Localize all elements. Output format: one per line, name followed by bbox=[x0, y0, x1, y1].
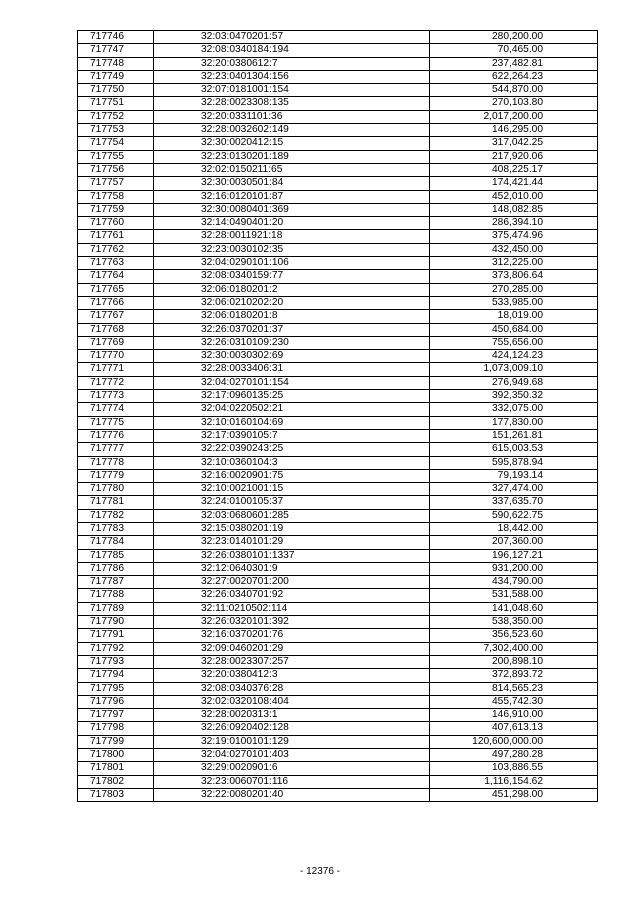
row-number-cell: 717768 bbox=[78, 323, 154, 336]
table-row bbox=[78, 97, 598, 110]
row-number-cell: 717801 bbox=[78, 762, 154, 775]
value-cell: 312,225.00 bbox=[430, 257, 598, 270]
value-cell: 455,742.30 bbox=[430, 695, 598, 708]
value-cell: 755,656.00 bbox=[430, 336, 598, 349]
row-number-cell: 717774 bbox=[78, 403, 154, 416]
row-number-cell: 717785 bbox=[78, 549, 154, 562]
value-cell: 373,806.64 bbox=[430, 270, 598, 283]
row-number-cell: 717792 bbox=[78, 642, 154, 655]
table-row bbox=[78, 403, 598, 416]
cadastral-number-cell: 32:17:0960135:25 bbox=[154, 390, 430, 403]
cadastral-number-cell: 32:23:0140101:29 bbox=[154, 536, 430, 549]
cadastral-number-cell: 32:08:0340376:28 bbox=[154, 682, 430, 695]
cadastral-number-cell: 32:04:0220502:21 bbox=[154, 403, 430, 416]
cadastral-number-cell: 32:16:0120101:87 bbox=[154, 190, 430, 203]
row-number-cell: 717749 bbox=[78, 70, 154, 83]
value-cell: 2,017,200.00 bbox=[430, 110, 598, 123]
cadastral-number-cell: 32:03:0470201:57 bbox=[154, 31, 430, 44]
table-row bbox=[78, 137, 598, 150]
cadastral-number-cell: 32:07:0181001:154 bbox=[154, 84, 430, 97]
cadastral-number-cell: 32:28:0023308:135 bbox=[154, 97, 430, 110]
row-number-cell: 717790 bbox=[78, 616, 154, 629]
table-row bbox=[78, 70, 598, 83]
value-cell: 217,920.06 bbox=[430, 150, 598, 163]
cadastral-number-cell: 32:30:0020412:15 bbox=[154, 137, 430, 150]
row-number-cell: 717797 bbox=[78, 709, 154, 722]
row-number-cell: 717762 bbox=[78, 243, 154, 256]
row-number-cell: 717795 bbox=[78, 682, 154, 695]
table-row bbox=[78, 376, 598, 389]
table-row bbox=[78, 788, 598, 801]
row-number-cell: 717803 bbox=[78, 788, 154, 801]
row-number-cell: 717800 bbox=[78, 749, 154, 762]
row-number-cell: 717746 bbox=[78, 31, 154, 44]
value-cell: 79,193.14 bbox=[430, 469, 598, 482]
cadastral-number-cell: 32:20:0380412:3 bbox=[154, 669, 430, 682]
table-row bbox=[78, 496, 598, 509]
cadastral-number-cell: 32:15:0380201:19 bbox=[154, 522, 430, 535]
row-number-cell: 717750 bbox=[78, 84, 154, 97]
value-cell: 595,878.94 bbox=[430, 456, 598, 469]
cadastral-number-cell: 32:17:0390105:7 bbox=[154, 429, 430, 442]
table-row bbox=[78, 483, 598, 496]
row-number-cell: 717783 bbox=[78, 522, 154, 535]
value-cell: 207,360.00 bbox=[430, 536, 598, 549]
row-number-cell: 717786 bbox=[78, 562, 154, 575]
row-number-cell: 717773 bbox=[78, 390, 154, 403]
cadastral-number-cell: 32:26:0370201:37 bbox=[154, 323, 430, 336]
value-cell: 451,298.00 bbox=[430, 788, 598, 801]
cadastral-number-cell: 32:02:0320108:404 bbox=[154, 695, 430, 708]
value-cell: 590,622.75 bbox=[430, 509, 598, 522]
value-cell: 544,870.00 bbox=[430, 84, 598, 97]
row-number-cell: 717787 bbox=[78, 576, 154, 589]
cadastral-number-cell: 32:23:0060701:116 bbox=[154, 775, 430, 788]
value-cell: 103,886.55 bbox=[430, 762, 598, 775]
row-number-cell: 717796 bbox=[78, 695, 154, 708]
value-cell: 434,790.00 bbox=[430, 576, 598, 589]
cadastral-number-cell: 32:28:0023307:257 bbox=[154, 655, 430, 668]
row-number-cell: 717781 bbox=[78, 496, 154, 509]
table-row bbox=[78, 775, 598, 788]
row-number-cell: 717782 bbox=[78, 509, 154, 522]
table-row bbox=[78, 323, 598, 336]
cadastral-number-cell: 32:06:0210202:20 bbox=[154, 296, 430, 309]
cadastral-number-cell: 32:20:0380612:7 bbox=[154, 57, 430, 70]
table-row bbox=[78, 84, 598, 97]
row-number-cell: 717748 bbox=[78, 57, 154, 70]
value-cell: 332,075.00 bbox=[430, 403, 598, 416]
cadastral-number-cell: 32:10:0021001:15 bbox=[154, 483, 430, 496]
cadastral-number-cell: 32:28:0011921:18 bbox=[154, 230, 430, 243]
table-row bbox=[78, 669, 598, 682]
cadastral-number-cell: 32:23:0401304:156 bbox=[154, 70, 430, 83]
value-cell: 18,019.00 bbox=[430, 310, 598, 323]
cadastral-number-cell: 32:19:0100101:129 bbox=[154, 735, 430, 748]
cadastral-number-cell: 32:10:0160104:69 bbox=[154, 416, 430, 429]
table-row bbox=[78, 150, 598, 163]
table-row bbox=[78, 749, 598, 762]
value-cell: 432,450.00 bbox=[430, 243, 598, 256]
table-row bbox=[78, 456, 598, 469]
value-cell: 450,684.00 bbox=[430, 323, 598, 336]
table-row bbox=[78, 443, 598, 456]
cadastral-number-cell: 32:30:0080401:369 bbox=[154, 203, 430, 216]
table-row bbox=[78, 562, 598, 575]
value-cell: 177,830.00 bbox=[430, 416, 598, 429]
page-number: - 12376 - bbox=[299, 866, 341, 877]
table-row bbox=[78, 190, 598, 203]
value-cell: 327,474.00 bbox=[430, 483, 598, 496]
cadastral-value-table bbox=[77, 30, 598, 802]
value-cell: 452,010.00 bbox=[430, 190, 598, 203]
row-number-cell: 717760 bbox=[78, 217, 154, 230]
cadastral-number-cell: 32:27:0020701:200 bbox=[154, 576, 430, 589]
value-cell: 531,588.00 bbox=[430, 589, 598, 602]
cadastral-number-cell: 32:28:0020313:1 bbox=[154, 709, 430, 722]
row-number-cell: 717764 bbox=[78, 270, 154, 283]
table-row bbox=[78, 270, 598, 283]
table-row bbox=[78, 257, 598, 270]
value-cell: 120,600,000.00 bbox=[430, 735, 598, 748]
value-cell: 196,127.21 bbox=[430, 549, 598, 562]
value-cell: 814,565.23 bbox=[430, 682, 598, 695]
cadastral-number-cell: 32:11:0210502:114 bbox=[154, 602, 430, 615]
table-row bbox=[78, 629, 598, 642]
table-row bbox=[78, 310, 598, 323]
table-row bbox=[78, 509, 598, 522]
value-cell: 407,613.13 bbox=[430, 722, 598, 735]
row-number-cell: 717747 bbox=[78, 44, 154, 57]
cadastral-number-cell: 32:03:0680601:285 bbox=[154, 509, 430, 522]
table-row bbox=[78, 31, 598, 44]
row-number-cell: 717777 bbox=[78, 443, 154, 456]
value-cell: 392,350.32 bbox=[430, 390, 598, 403]
value-cell: 497,280.28 bbox=[430, 749, 598, 762]
row-number-cell: 717778 bbox=[78, 456, 154, 469]
value-cell: 286,394.10 bbox=[430, 217, 598, 230]
cadastral-number-cell: 32:23:0030102:35 bbox=[154, 243, 430, 256]
table-row bbox=[78, 642, 598, 655]
cadastral-number-cell: 32:30:0030302:69 bbox=[154, 350, 430, 363]
table-row bbox=[78, 124, 598, 137]
table-row bbox=[78, 57, 598, 70]
value-cell: 270,285.00 bbox=[430, 283, 598, 296]
table-row bbox=[78, 735, 598, 748]
table-row bbox=[78, 230, 598, 243]
value-cell: 337,635.70 bbox=[430, 496, 598, 509]
cadastral-number-cell: 32:26:0380101:1337 bbox=[154, 549, 430, 562]
table-row bbox=[78, 217, 598, 230]
value-cell: 356,523.60 bbox=[430, 629, 598, 642]
row-number-cell: 717793 bbox=[78, 655, 154, 668]
value-cell: 70,465.00 bbox=[430, 44, 598, 57]
table-row bbox=[78, 363, 598, 376]
table-row bbox=[78, 682, 598, 695]
value-cell: 200,898.10 bbox=[430, 655, 598, 668]
row-number-cell: 717761 bbox=[78, 230, 154, 243]
row-number-cell: 717802 bbox=[78, 775, 154, 788]
row-number-cell: 717772 bbox=[78, 376, 154, 389]
row-number-cell: 717799 bbox=[78, 735, 154, 748]
value-cell: 18,442.00 bbox=[430, 522, 598, 535]
value-cell: 141,048.60 bbox=[430, 602, 598, 615]
table-row bbox=[78, 709, 598, 722]
cadastral-number-cell: 32:28:0032602:149 bbox=[154, 124, 430, 137]
row-number-cell: 717751 bbox=[78, 97, 154, 110]
cadastral-number-cell: 32:06:0180201:2 bbox=[154, 283, 430, 296]
row-number-cell: 717775 bbox=[78, 416, 154, 429]
cadastral-number-cell: 32:26:0340701:92 bbox=[154, 589, 430, 602]
cadastral-number-cell: 32:16:0020901:75 bbox=[154, 469, 430, 482]
table-row bbox=[78, 655, 598, 668]
row-number-cell: 717771 bbox=[78, 363, 154, 376]
table-row bbox=[78, 243, 598, 256]
table-row bbox=[78, 536, 598, 549]
row-number-cell: 717791 bbox=[78, 629, 154, 642]
cadastral-number-cell: 32:06:0180201:8 bbox=[154, 310, 430, 323]
row-number-cell: 717769 bbox=[78, 336, 154, 349]
row-number-cell: 717752 bbox=[78, 110, 154, 123]
row-number-cell: 717759 bbox=[78, 203, 154, 216]
cadastral-number-cell: 32:12:0640301:9 bbox=[154, 562, 430, 575]
value-cell: 146,910.00 bbox=[430, 709, 598, 722]
table-row bbox=[78, 549, 598, 562]
row-number-cell: 717754 bbox=[78, 137, 154, 150]
cadastral-number-cell: 32:24:0100105:37 bbox=[154, 496, 430, 509]
table-row bbox=[78, 163, 598, 176]
table-row bbox=[78, 283, 598, 296]
cadastral-number-cell: 32:26:0310109:230 bbox=[154, 336, 430, 349]
row-number-cell: 717757 bbox=[78, 177, 154, 190]
value-cell: 151,261.81 bbox=[430, 429, 598, 442]
row-number-cell: 717776 bbox=[78, 429, 154, 442]
value-cell: 615,003.53 bbox=[430, 443, 598, 456]
row-number-cell: 717794 bbox=[78, 669, 154, 682]
value-cell: 1,073,009.10 bbox=[430, 363, 598, 376]
table-body bbox=[78, 31, 598, 802]
table-row bbox=[78, 469, 598, 482]
cadastral-number-cell: 32:10:0360104:3 bbox=[154, 456, 430, 469]
cadastral-number-cell: 32:22:0390243:25 bbox=[154, 443, 430, 456]
value-cell: 276,949.68 bbox=[430, 376, 598, 389]
table-row bbox=[78, 589, 598, 602]
cadastral-number-cell: 32:04:0270101:403 bbox=[154, 749, 430, 762]
row-number-cell: 717767 bbox=[78, 310, 154, 323]
cadastral-number-cell: 32:28:0033406:31 bbox=[154, 363, 430, 376]
cadastral-number-cell: 32:16:0370201:76 bbox=[154, 629, 430, 642]
table-row bbox=[78, 522, 598, 535]
value-cell: 148,082.85 bbox=[430, 203, 598, 216]
row-number-cell: 717789 bbox=[78, 602, 154, 615]
value-cell: 622,264.23 bbox=[430, 70, 598, 83]
cadastral-number-cell: 32:26:0320101:392 bbox=[154, 616, 430, 629]
row-number-cell: 717756 bbox=[78, 163, 154, 176]
value-cell: 174,421.44 bbox=[430, 177, 598, 190]
value-cell: 1,116,154.62 bbox=[430, 775, 598, 788]
table-row bbox=[78, 203, 598, 216]
row-number-cell: 717753 bbox=[78, 124, 154, 137]
cadastral-number-cell: 32:22:0080201:40 bbox=[154, 788, 430, 801]
row-number-cell: 717798 bbox=[78, 722, 154, 735]
value-cell: 7,302,400.00 bbox=[430, 642, 598, 655]
cadastral-number-cell: 32:20:0331101:36 bbox=[154, 110, 430, 123]
cadastral-number-cell: 32:08:0340159:77 bbox=[154, 270, 430, 283]
row-number-cell: 717784 bbox=[78, 536, 154, 549]
value-cell: 375,474.96 bbox=[430, 230, 598, 243]
row-number-cell: 717779 bbox=[78, 469, 154, 482]
table-row bbox=[78, 177, 598, 190]
table-row bbox=[78, 44, 598, 57]
table-row bbox=[78, 429, 598, 442]
table-row bbox=[78, 722, 598, 735]
value-cell: 146,295.00 bbox=[430, 124, 598, 137]
cadastral-number-cell: 32:09:0460201:29 bbox=[154, 642, 430, 655]
table-row bbox=[78, 350, 598, 363]
value-cell: 317,042.25 bbox=[430, 137, 598, 150]
cadastral-number-cell: 32:26:0920402:128 bbox=[154, 722, 430, 735]
row-number-cell: 717788 bbox=[78, 589, 154, 602]
cadastral-number-cell: 32:08:0340184:194 bbox=[154, 44, 430, 57]
table-row bbox=[78, 336, 598, 349]
cadastral-number-cell: 32:29:0020901:6 bbox=[154, 762, 430, 775]
cadastral-number-cell: 32:04:0270101:154 bbox=[154, 376, 430, 389]
value-cell: 538,350.00 bbox=[430, 616, 598, 629]
cadastral-number-cell: 32:23:0130201:189 bbox=[154, 150, 430, 163]
value-cell: 270,103.80 bbox=[430, 97, 598, 110]
row-number-cell: 717758 bbox=[78, 190, 154, 203]
table-row bbox=[78, 762, 598, 775]
row-number-cell: 717780 bbox=[78, 483, 154, 496]
value-cell: 237,482.81 bbox=[430, 57, 598, 70]
table-row bbox=[78, 695, 598, 708]
value-cell: 931,200.00 bbox=[430, 562, 598, 575]
value-cell: 280,200.00 bbox=[430, 31, 598, 44]
value-cell: 533,985.00 bbox=[430, 296, 598, 309]
cadastral-number-cell: 32:02:0150211:65 bbox=[154, 163, 430, 176]
cadastral-number-cell: 32:04:0290101:106 bbox=[154, 257, 430, 270]
table-row bbox=[78, 110, 598, 123]
cadastral-number-cell: 32:30:0030501:84 bbox=[154, 177, 430, 190]
table-row bbox=[78, 296, 598, 309]
value-cell: 424,124.23 bbox=[430, 350, 598, 363]
table-row bbox=[78, 416, 598, 429]
row-number-cell: 717755 bbox=[78, 150, 154, 163]
value-cell: 408,225.17 bbox=[430, 163, 598, 176]
row-number-cell: 717766 bbox=[78, 296, 154, 309]
row-number-cell: 717765 bbox=[78, 283, 154, 296]
value-cell: 372,893.72 bbox=[430, 669, 598, 682]
table-row bbox=[78, 576, 598, 589]
table-row bbox=[78, 602, 598, 615]
row-number-cell: 717763 bbox=[78, 257, 154, 270]
table-row bbox=[78, 390, 598, 403]
cadastral-number-cell: 32:14:0490401:20 bbox=[154, 217, 430, 230]
table-row bbox=[78, 616, 598, 629]
row-number-cell: 717770 bbox=[78, 350, 154, 363]
